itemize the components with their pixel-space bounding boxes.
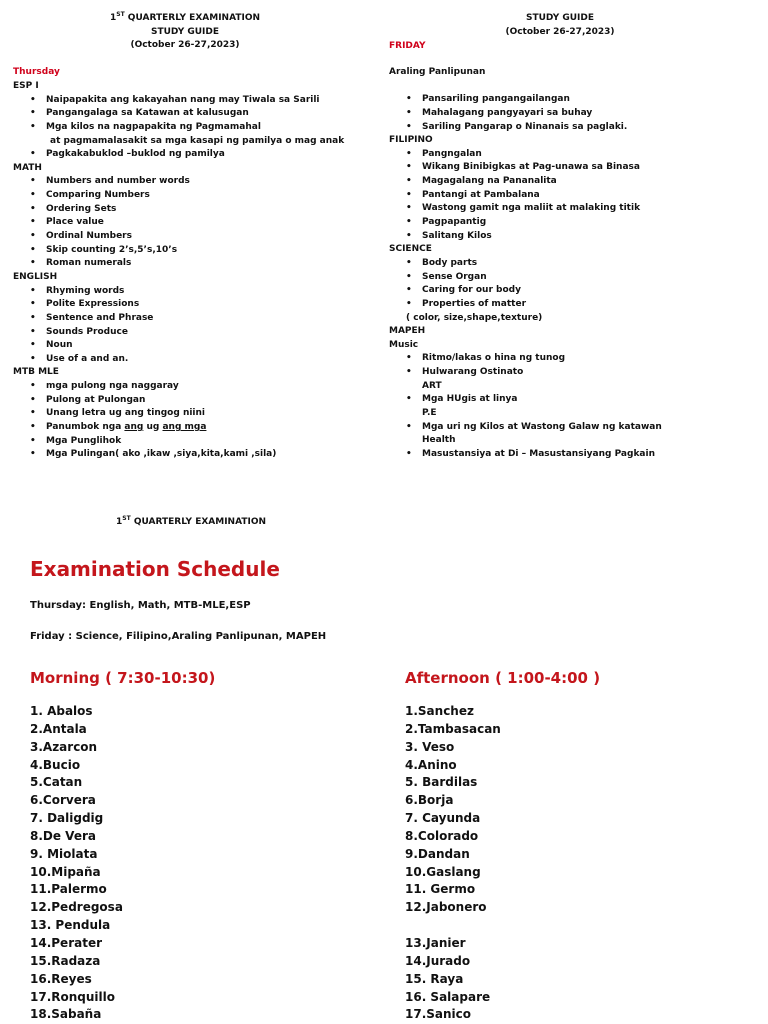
subject-heading: MATH bbox=[13, 162, 42, 173]
spacer bbox=[389, 80, 662, 94]
subject-heading: MTB MLE bbox=[13, 367, 59, 378]
student-name: 10.Mipaña bbox=[30, 864, 101, 879]
student-name: 7. Daligdig bbox=[30, 811, 104, 826]
topic-item: • Roman numerals bbox=[13, 257, 344, 271]
topic-item bbox=[13, 421, 344, 435]
student-name: 17.Ronquillo bbox=[30, 989, 116, 1004]
topic-item: • Pangangalaga sa Katawan at kalusugan bbox=[13, 107, 344, 121]
topic-item: • Mga Punglihok bbox=[13, 435, 344, 449]
topic-note: ( color, size,shape,texture) bbox=[406, 312, 543, 323]
topic-item: • Hulwarang Ostinato bbox=[389, 366, 662, 380]
student-name: 9.Dandan bbox=[405, 846, 470, 861]
topic-item: • Polite Expressions bbox=[13, 298, 344, 312]
subject-subheading: Health bbox=[422, 435, 456, 446]
topic-item: • Sentence and Phrase bbox=[13, 312, 344, 326]
morning-label: Morning ( 7:30-10:30) bbox=[30, 669, 216, 687]
right-guide-subtitle: STUDY GUIDE bbox=[525, 13, 595, 23]
student-name: 2.Tambasacan bbox=[405, 721, 501, 736]
right-guide-header bbox=[480, 12, 640, 39]
topic-item: • Pagpapantig bbox=[389, 216, 662, 230]
right-subject-list bbox=[389, 66, 662, 462]
left-guide-subtitle: STUDY GUIDE bbox=[150, 26, 220, 37]
thursday-schedule: Thursday: English, Math, MTB-MLE,ESP bbox=[30, 600, 251, 611]
topic-item: • Mga HUgis at linya bbox=[389, 393, 662, 407]
right-guide-dates: (October 26-27,2023) bbox=[505, 26, 615, 37]
schedule-header: 1ST QUARTERLY EXAMINATION bbox=[116, 515, 267, 527]
topic-item: • Mga uri ng Kilos at Wastong Galaw ng katawan bbox=[389, 421, 662, 435]
student-name: 8.Colorado bbox=[405, 828, 479, 843]
topic-item: • Magagalang na Pananalita bbox=[389, 175, 662, 189]
student-name: 15. Raya bbox=[405, 971, 464, 986]
topic-item: • Ordinal Numbers bbox=[13, 230, 344, 244]
topic-item: • Wastong gamit nga maliit at malaking titik bbox=[389, 202, 662, 216]
topic-text-segment: ang mga bbox=[162, 422, 207, 433]
student-name: 4.Anino bbox=[405, 757, 457, 772]
student-name: 16. Salapare bbox=[405, 989, 491, 1004]
subject-heading: Music bbox=[389, 339, 419, 350]
topic-continuation: at pagmamalasakit sa mga kasapi ng pamilya o mag anak bbox=[50, 135, 345, 146]
student-name: 3.Azarcon bbox=[30, 739, 98, 754]
student-name: 8.De Vera bbox=[30, 828, 96, 843]
topic-item: • Ordering Sets bbox=[13, 203, 344, 217]
topic-item: • Caring for our body bbox=[389, 284, 662, 298]
topic-item: • Ritmo/lakas o hina ng tunog bbox=[389, 352, 662, 366]
student-name: 13. Pendula bbox=[30, 918, 111, 933]
topic-item: • Pantangi at Pambalana bbox=[389, 189, 662, 203]
left-guide-title: 1ST QUARTERLY EXAMINATION bbox=[109, 11, 261, 23]
topic-item: • Properties of matter bbox=[389, 298, 662, 312]
student-name: 11.Palermo bbox=[30, 882, 107, 897]
topic-item: • Pulong at Pulongan bbox=[13, 394, 344, 408]
topic-text-segment: ug bbox=[143, 422, 163, 433]
student-name bbox=[405, 917, 501, 935]
topic-text-segment: Panumbok nga bbox=[46, 422, 125, 433]
topic-item: • Wikang Binibigkas at Pag-unawa sa Binasa bbox=[389, 161, 662, 175]
student-name: 3. Veso bbox=[405, 739, 455, 754]
topic-item: • Pangngalan bbox=[389, 148, 662, 162]
student-name: 7. Cayunda bbox=[405, 811, 481, 826]
subject-heading: MAPEH bbox=[389, 326, 426, 337]
thursday-label: Thursday bbox=[13, 67, 60, 77]
student-name: 2.Antala bbox=[30, 721, 87, 736]
topic-item: • Mga Pulingan( ako ,ikaw ,siya,kita,kami ,sila) bbox=[13, 448, 344, 462]
student-name: 14.Perater bbox=[30, 935, 102, 950]
student-name: 15.Radaza bbox=[30, 953, 101, 968]
topic-item: • Mahalagang pangyayari sa buhay bbox=[389, 107, 662, 121]
topic-item: • Naipapakita ang kakayahan nang may Tiwala sa Sarili bbox=[13, 94, 344, 108]
student-name: 5. Bardilas bbox=[405, 775, 478, 790]
friday-schedule: Friday : Science, Filipino,Araling Panlipunan, MAPEH bbox=[30, 631, 327, 642]
student-name: 6.Borja bbox=[405, 793, 454, 808]
left-subject-list bbox=[13, 80, 344, 462]
student-name: 11. Germo bbox=[405, 882, 476, 897]
student-name: 4.Bucio bbox=[30, 757, 81, 772]
student-name: 12.Pedregosa bbox=[30, 900, 123, 915]
topic-item: • mga pulong nga naggaray bbox=[13, 380, 344, 394]
subject-heading: ESP I bbox=[13, 81, 39, 91]
topic-item: • Comparing Numbers bbox=[13, 189, 344, 203]
topic-item: • Skip counting 2’s,5’s,10’s bbox=[13, 244, 344, 258]
subject-subheading: ART bbox=[422, 380, 442, 391]
topic-item: • Unang letra ug ang tingog niini bbox=[13, 407, 344, 421]
student-name: 18.Sabaña bbox=[30, 1007, 102, 1022]
topic-item: • Place value bbox=[13, 216, 344, 230]
afternoon-name-list bbox=[405, 703, 501, 1024]
topic-item: • Masustansiya at Di – Masustansiyang Pagkain bbox=[389, 448, 662, 462]
subject-heading: SCIENCE bbox=[389, 244, 432, 255]
topic-item: • Sounds Produce bbox=[13, 326, 344, 340]
afternoon-label: Afternoon ( 1:00-4:00 ) bbox=[405, 669, 601, 687]
student-name: 1. Abalos bbox=[30, 704, 93, 718]
subject-heading: FILIPINO bbox=[389, 135, 433, 146]
topic-item: • Numbers and number words bbox=[13, 175, 344, 189]
morning-name-list bbox=[30, 703, 123, 1024]
subject-subheading: P.E bbox=[422, 408, 437, 419]
topic-item: • Sariling Pangarap o Ninanais sa paglaki. bbox=[389, 121, 662, 135]
left-guide-header bbox=[80, 12, 290, 53]
topic-item: • Body parts bbox=[389, 257, 662, 271]
schedule-title: Examination Schedule bbox=[30, 557, 280, 581]
student-name: 14.Jurado bbox=[405, 953, 471, 968]
topic-item: • Salitang Kilos bbox=[389, 230, 662, 244]
student-name: 12.Jabonero bbox=[405, 900, 487, 915]
topic-item: • Use of a and an. bbox=[13, 353, 344, 367]
student-name: 9. Miolata bbox=[30, 846, 98, 861]
left-guide-dates: (October 26-27,2023) bbox=[130, 40, 240, 51]
topic-item: • Pansariling pangangailangan bbox=[389, 93, 662, 107]
topic-text-segment: ang bbox=[124, 422, 144, 433]
subject-heading: ENGLISH bbox=[13, 271, 58, 282]
student-name: 10.Gaslang bbox=[405, 864, 481, 879]
student-name: 13.Janier bbox=[405, 935, 466, 950]
topic-item: • Rhyming words bbox=[13, 285, 344, 299]
topic-item: • Pagkakabuklod –buklod ng pamilya bbox=[13, 148, 344, 162]
topic-item: • Noun bbox=[13, 339, 344, 353]
subject-heading: Araling Panlipunan bbox=[389, 67, 486, 77]
student-name: 6.Corvera bbox=[30, 793, 96, 808]
student-name: 1.Sanchez bbox=[405, 704, 474, 718]
student-name: 16.Reyes bbox=[30, 971, 92, 986]
topic-item: • Mga kilos na nagpapakita ng Pagmamahal bbox=[13, 121, 344, 135]
topic-item: • Sense Organ bbox=[389, 271, 662, 285]
friday-label: FRIDAY bbox=[389, 41, 426, 51]
student-name: 5.Catan bbox=[30, 775, 83, 790]
student-name: 17.Sanico bbox=[405, 1007, 472, 1022]
